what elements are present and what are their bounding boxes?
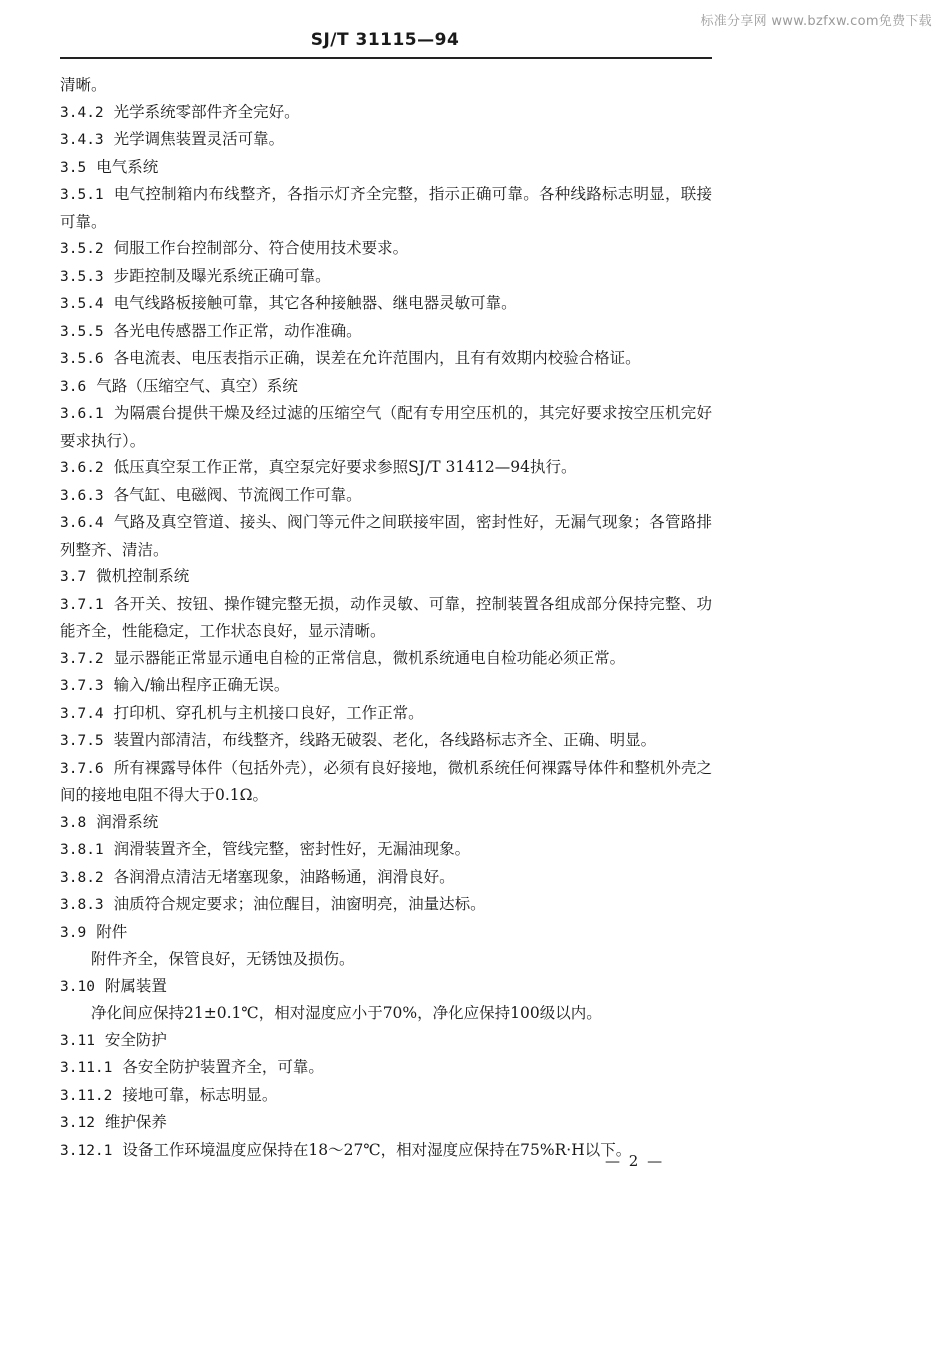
clause-text: 净化间应保持21±0.1℃，相对湿度应小于70%，净化应保持100级以内。 bbox=[91, 1004, 602, 1022]
clause-paragraph bbox=[60, 318, 712, 346]
clause-text: 步距控制及曝光系统正确可靠。 bbox=[113, 266, 331, 285]
clause-text: 电气控制箱内布线整齐，各指示灯齐全完整，指示正确可靠。各种线路标志明显，联接可靠。 bbox=[60, 185, 712, 231]
clause-text: 装置内部清洁，布线整齐，线路无破裂、老化，各线路标志齐全、正确、明显。 bbox=[113, 731, 657, 749]
clause-paragraph bbox=[60, 700, 712, 728]
clause-number: 3.5 bbox=[60, 159, 87, 176]
clause-paragraph bbox=[60, 1000, 712, 1027]
clause-paragraph bbox=[60, 727, 712, 755]
clause-text: 附件齐全，保管良好，无锈蚀及损伤。 bbox=[91, 950, 355, 968]
clause-paragraph bbox=[60, 263, 712, 291]
clause-text: 设备工作环境温度应保持在18～27℃，相对湿度应保持在75%R·H以下。 bbox=[122, 1140, 632, 1159]
clause-paragraph bbox=[60, 755, 712, 809]
clause-number: 3.7.5 bbox=[60, 733, 104, 749]
clause-number: 3.7.1 bbox=[60, 596, 104, 613]
clause-text: 各安全防护装置齐全，可靠。 bbox=[122, 1058, 324, 1076]
clause-text: 气路（压缩空气、真空）系统 bbox=[96, 376, 298, 395]
clause-number: 3.12 bbox=[60, 1115, 95, 1131]
clause-text: 微机控制系统 bbox=[96, 567, 190, 585]
clause-text: 伺服工作台控制部分、符合使用技术要求。 bbox=[113, 239, 409, 257]
clause-text: 气路及真空管道、接头、阀门等元件之间联接牢固，密封性好，无漏气现象；各管路排列整齐、清洁。 bbox=[60, 513, 712, 559]
clause-number: 3.12.1 bbox=[60, 1142, 113, 1159]
clause-text: 光学系统零部件齐全完好。 bbox=[113, 102, 300, 121]
clause-paragraph bbox=[60, 591, 712, 645]
clause-paragraph bbox=[60, 72, 712, 99]
clause-paragraph bbox=[60, 563, 712, 591]
clause-paragraph bbox=[60, 1082, 712, 1110]
clause-number: 3.5.5 bbox=[60, 323, 104, 340]
clause-number: 3.5.1 bbox=[60, 187, 104, 203]
clause-text: 润滑系统 bbox=[96, 812, 159, 831]
clause-paragraph bbox=[60, 99, 712, 127]
clause-number: 3.5.2 bbox=[60, 241, 104, 257]
clause-text: 各光电传感器工作正常，动作准确。 bbox=[113, 321, 362, 340]
clause-text: 安全防护 bbox=[104, 1030, 167, 1049]
clause-paragraph bbox=[60, 836, 712, 864]
clause-number: 3.8.3 bbox=[60, 897, 104, 913]
clause-text: 各开关、按钮、操作键完整无损，动作灵敏、可靠，控制装置各组成部分保持完整、功能齐全，性能稳定，工作状态良好，显示清晰。 bbox=[60, 594, 712, 640]
clause-text: 低压真空泵工作正常，真空泵完好要求参照SJ/T 31412—94执行。 bbox=[113, 458, 577, 476]
clause-number: 3.9 bbox=[60, 924, 87, 941]
clause-number: 3.7.4 bbox=[60, 705, 104, 722]
clause-number: 3.4.3 bbox=[60, 132, 104, 148]
clause-number: 3.8.1 bbox=[60, 842, 104, 858]
watermark: 标准分享网 www.bzfxw.com免费下载 bbox=[700, 14, 932, 29]
clause-paragraph bbox=[60, 864, 712, 892]
clause-paragraph bbox=[60, 1027, 712, 1055]
clause-number: 3.6.3 bbox=[60, 487, 104, 504]
clause-paragraph bbox=[60, 672, 712, 700]
clause-number: 3.10 bbox=[60, 978, 95, 995]
clause-text: 电气线路板接触可靠，其它各种接触器、继电器灵敏可靠。 bbox=[113, 294, 517, 312]
clause-paragraph bbox=[60, 919, 712, 947]
clause-paragraph bbox=[60, 946, 712, 973]
clause-number: 3.5.3 bbox=[60, 268, 104, 285]
clause-paragraph bbox=[60, 235, 712, 263]
clause-paragraph bbox=[60, 400, 712, 454]
clause-text: 光学调焦装置灵活可靠。 bbox=[113, 130, 285, 148]
clause-number: 3.11.1 bbox=[60, 1060, 113, 1076]
clause-paragraph bbox=[60, 454, 712, 482]
clause-text: 油质符合规定要求；油位醒目，油窗明亮，油量达标。 bbox=[113, 895, 486, 913]
clause-number: 3.5.4 bbox=[60, 296, 104, 312]
clause-paragraph bbox=[60, 1054, 712, 1082]
clause-text: 显示器能正常显示通电自检的正常信息，微机系统通电自检功能必须正常。 bbox=[113, 648, 626, 667]
clause-paragraph bbox=[60, 154, 712, 182]
clause-number: 3.5.6 bbox=[60, 351, 104, 367]
clause-text: 打印机、穿孔机与主机接口良好，工作正常。 bbox=[113, 703, 424, 722]
page-number: — 2 — bbox=[605, 1152, 665, 1170]
clause-text: 维护保养 bbox=[104, 1113, 167, 1131]
clause-text: 清晰。 bbox=[60, 76, 107, 94]
document-body bbox=[60, 72, 712, 1164]
clause-text: 接地可靠，标志明显。 bbox=[122, 1085, 278, 1104]
clause-paragraph bbox=[60, 482, 712, 510]
clause-paragraph bbox=[60, 345, 712, 373]
standard-code: SJ/T 31115—94 bbox=[310, 30, 460, 50]
clause-number: 3.6.1 bbox=[60, 406, 104, 422]
clause-number: 3.6.2 bbox=[60, 460, 104, 476]
clause-paragraph bbox=[60, 809, 712, 837]
clause-paragraph bbox=[60, 181, 712, 235]
clause-paragraph bbox=[60, 973, 712, 1001]
clause-paragraph bbox=[60, 1109, 712, 1137]
clause-paragraph bbox=[60, 290, 712, 318]
clause-paragraph bbox=[60, 126, 712, 154]
clause-text: 为隔震台提供干燥及经过滤的压缩空气（配有专用空压机的，其完好要求按空压机完好要求执行）。 bbox=[60, 404, 712, 450]
clause-number: 3.6 bbox=[60, 378, 87, 395]
clause-number: 3.8 bbox=[60, 814, 87, 831]
clause-text: 各气缸、电磁阀、节流阀工作可靠。 bbox=[113, 485, 362, 504]
clause-number: 3.4.2 bbox=[60, 104, 104, 121]
clause-text: 电气系统 bbox=[96, 157, 159, 176]
clause-number: 3.7.6 bbox=[60, 760, 104, 777]
clause-paragraph bbox=[60, 509, 712, 563]
clause-number: 3.11 bbox=[60, 1032, 95, 1049]
clause-text: 各润滑点清洁无堵塞现象，油路畅通，润滑良好。 bbox=[113, 867, 455, 886]
clause-text: 润滑装置齐全，管线完整，密封性好，无漏油现象。 bbox=[113, 840, 471, 858]
clause-number: 3.8.2 bbox=[60, 869, 104, 886]
clause-paragraph bbox=[60, 891, 712, 919]
clause-text: 输入/输出程序正确无误。 bbox=[113, 676, 290, 694]
clause-text: 附属装置 bbox=[104, 976, 167, 995]
clause-number: 3.11.2 bbox=[60, 1087, 113, 1104]
clause-number: 3.6.4 bbox=[60, 515, 104, 531]
clause-text: 附件 bbox=[96, 922, 128, 941]
clause-text: 各电流表、电压表指示正确，误差在允许范围内，且有有效期内校验合格证。 bbox=[113, 349, 641, 367]
clause-number: 3.7.3 bbox=[60, 678, 104, 694]
clause-number: 3.7 bbox=[60, 569, 87, 585]
clause-paragraph bbox=[60, 645, 712, 673]
clause-paragraph bbox=[60, 373, 712, 401]
header-rule bbox=[60, 57, 712, 59]
clause-number: 3.7.2 bbox=[60, 650, 104, 667]
clause-text: 所有裸露导体件（包括外壳），必须有良好接地，微机系统任何裸露导体件和整机外壳之间的接地电阻不得大于0.1Ω。 bbox=[60, 758, 712, 804]
